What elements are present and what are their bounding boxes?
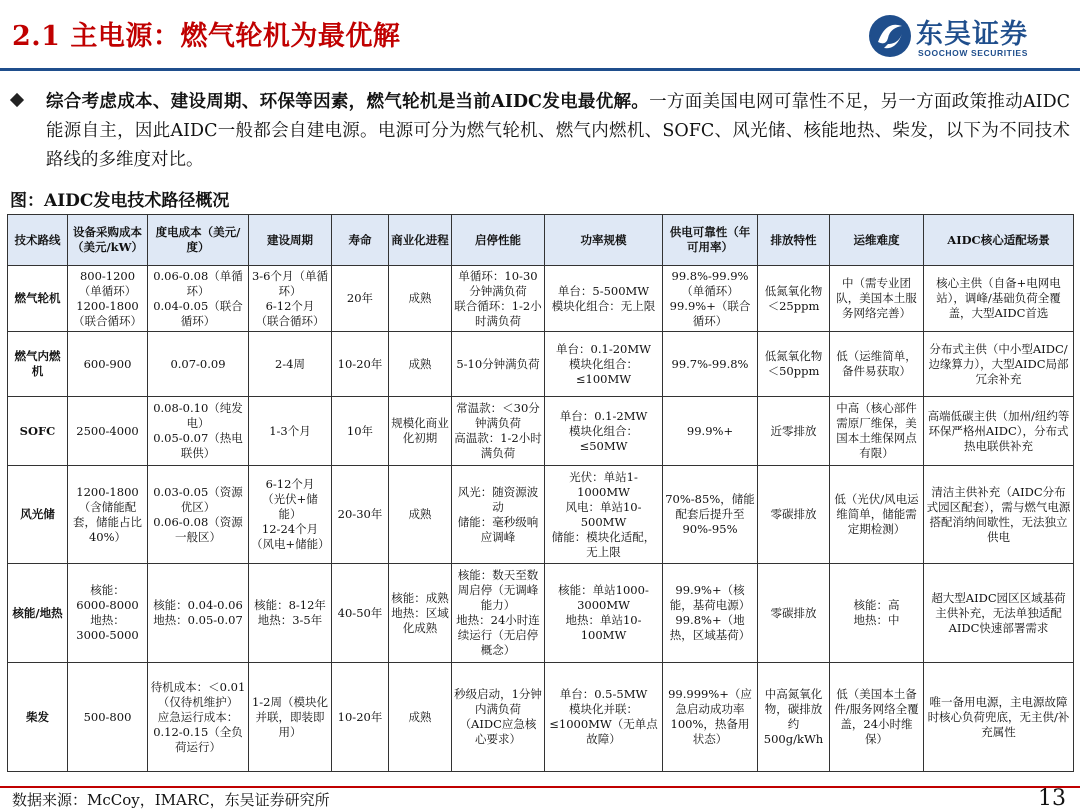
table-cell: 0.06-0.08（单循环） 0.04-0.05（联合循环）: [148, 266, 249, 332]
table-row-header: 核能/地热: [8, 564, 68, 663]
table-cell: 中（需专业团队，美国本土服务网络完善）: [830, 266, 924, 332]
table-cell: 单台：5-500MW 模块化组合：无上限: [545, 266, 663, 332]
table-row-header: 燃气轮机: [8, 266, 68, 332]
table-cell: 低（运维简单，备件易获取）: [830, 332, 924, 397]
figure-caption: 图：AIDC发电技术路径概况: [10, 191, 230, 211]
table-cell: 中高氮氧化物，碳排放约500g/kWh: [758, 663, 830, 772]
table-cell: 0.08-0.10（纯发电） 0.05-0.07（热电联供）: [148, 397, 249, 466]
table-row-header: 风光储: [8, 466, 68, 564]
table-cell: 40-50年: [332, 564, 389, 663]
table-cell: 10-20年: [332, 332, 389, 397]
table-cell: 20-30年: [332, 466, 389, 564]
table-cell: 0.07-0.09: [148, 332, 249, 397]
diamond-bullet-icon: [10, 93, 24, 107]
table-cell: 99.9%+（核能，基荷电源） 99.8%+（地热，区域基荷）: [663, 564, 758, 663]
table-cell: 单台：0.5-5MW 模块化并联：≤1000MW（无单点故障）: [545, 663, 663, 772]
table-header-cell: 功率规模: [545, 215, 663, 266]
table-cell: 800-1200 （单循环） 1200-1800 （联合循环）: [68, 266, 148, 332]
table-header-cell: 技术路线: [8, 215, 68, 266]
table-cell: 核能：高 地热：中: [830, 564, 924, 663]
table-header-cell: 排放特性: [758, 215, 830, 266]
table-cell: 1-2周（模块化并联，即装即用）: [249, 663, 332, 772]
summary-bold-text: 综合考虑成本、建设周期、环保等因素，燃气轮机是当前AIDC发电最优解。: [46, 92, 650, 112]
table-row-header: SOFC: [8, 397, 68, 466]
table-cell: 10-20年: [332, 663, 389, 772]
table-cell: 20年: [332, 266, 389, 332]
table-cell: 低（光伏/风电运维简单，储能需定期检测）: [830, 466, 924, 564]
table-cell: 低氮氧化物 ＜50ppm: [758, 332, 830, 397]
table-cell: 500-800: [68, 663, 148, 772]
table-cell: 3-6个月（单循环） 6-12个月 （联合循环）: [249, 266, 332, 332]
slide-title: 2.1 主电源：燃气轮机为最优解: [12, 21, 401, 52]
table-row: [8, 663, 1074, 772]
comparison-table: [7, 214, 1074, 772]
table-cell: 核能：成熟 地热：区域化成熟: [389, 564, 452, 663]
table-row: [8, 266, 1074, 332]
table-cell: 近零排放: [758, 397, 830, 466]
table-cell: 高端低碳主供（加州/纽约等环保严格州AIDC），分布式热电联供补充: [924, 397, 1074, 466]
table-header-cell: 启停性能: [452, 215, 545, 266]
summary-paragraph: [46, 88, 1070, 175]
table-cell: 常温款：＜30分钟满负荷 高温款：1-2小时满负荷: [452, 397, 545, 466]
table-row-header: 柴发: [8, 663, 68, 772]
table-cell: 2-4周: [249, 332, 332, 397]
table-header-cell: 商业化进程: [389, 215, 452, 266]
table-cell: 99.9%+: [663, 397, 758, 466]
table-cell: 核心主供（自备+电网电站），调峰/基础负荷全覆盖，大型AIDC首选: [924, 266, 1074, 332]
company-logo: [868, 10, 1068, 66]
table-cell: 中高（核心部件需原厂维保，美国本土维保网点有限）: [830, 397, 924, 466]
table-cell: 成熟: [389, 266, 452, 332]
table-cell: 99.8%-99.9% （单循环） 99.9%+（联合循环）: [663, 266, 758, 332]
table-cell: 低（美国本土备件/服务网络全覆盖，24小时维保）: [830, 663, 924, 772]
table-row: [8, 466, 1074, 564]
table-cell: 单台：0.1-20MW 模块化组合： ≤100MW: [545, 332, 663, 397]
logo-chinese-name: 东吴证券: [916, 19, 1028, 50]
comparison-table-wrap: [7, 214, 1073, 772]
table-header-cell: 运维难度: [830, 215, 924, 266]
soochow-logo-icon: [868, 14, 912, 58]
table-cell: 单台：0.1-2MW 模块化组合： ≤50MW: [545, 397, 663, 466]
summary-bullet: [12, 88, 1070, 175]
table-header-row: [8, 215, 1074, 266]
table-cell: 秒级启动，1分钟内满负荷（AIDC应急核心要求）: [452, 663, 545, 772]
table-cell: 光伏：单站1-1000MW 风电：单站10-500MW 储能：模块化适配，无上限: [545, 466, 663, 564]
table-cell: 单循环：10-30分钟满负荷 联合循环：1-2小时满负荷: [452, 266, 545, 332]
table-header-cell: AIDC核心适配场景: [924, 215, 1074, 266]
table-cell: 唯一备用电源，主电源故障时核心负荷兜底，无主供/补充属性: [924, 663, 1074, 772]
table-cell: 规模化商业化初期: [389, 397, 452, 466]
table-cell: 核能：0.04-0.06 地热：0.05-0.07: [148, 564, 249, 663]
table-cell: 成熟: [389, 332, 452, 397]
table-header-cell: 设备采购成本（美元/kW）: [68, 215, 148, 266]
table-row: [8, 564, 1074, 663]
table-cell: 零碳排放: [758, 564, 830, 663]
table-cell: 5-10分钟满负荷: [452, 332, 545, 397]
table-cell: 成熟: [389, 663, 452, 772]
table-cell: 超大型AIDC园区区域基荷主供补充，无法单独适配AIDC快速部署需求: [924, 564, 1074, 663]
page-number: 13: [1038, 786, 1066, 811]
table-cell: 核能： 6000-8000 地热： 3000-5000: [68, 564, 148, 663]
slide-footer: [0, 786, 1080, 810]
table-cell: 0.03-0.05（资源优区） 0.06-0.08（资源一般区）: [148, 466, 249, 564]
header-divider: [0, 68, 1080, 71]
table-cell: 1200-1800（含储能配套，储能占比40%）: [68, 466, 148, 564]
slide-header: [0, 0, 1080, 78]
table-cell: 99.7%-99.8%: [663, 332, 758, 397]
table-cell: 待机成本：＜0.01（仅待机维护） 应急运行成本：0.12-0.15（全负荷运行）: [148, 663, 249, 772]
table-cell: 核能：单站1000-3000MW 地热：单站10-100MW: [545, 564, 663, 663]
table-cell: 成熟: [389, 466, 452, 564]
table-cell: 70%-85%，储能配套后提升至90%-95%: [663, 466, 758, 564]
table-row: [8, 332, 1074, 397]
table-cell: 6-12个月 （光伏+储能） 12-24个月 （风电+储能）: [249, 466, 332, 564]
data-source-note: 数据来源：McCoy，IMARC，东吴证券研究所: [12, 791, 330, 809]
table-cell: 风光：随资源波动 储能：毫秒级响应调峰: [452, 466, 545, 564]
table-header-cell: 度电成本（美元/度）: [148, 215, 249, 266]
table-header-cell: 建设周期: [249, 215, 332, 266]
table-cell: 零碳排放: [758, 466, 830, 564]
table-cell: 10年: [332, 397, 389, 466]
table-cell: 分布式主供（中小型AIDC/边缘算力），大型AIDC局部冗余补充: [924, 332, 1074, 397]
table-cell: 2500-4000: [68, 397, 148, 466]
table-header-cell: 寿命: [332, 215, 389, 266]
table-cell: 1-3个月: [249, 397, 332, 466]
table-header-cell: 供电可靠性（年可用率）: [663, 215, 758, 266]
table-cell: 核能：数天至数周启停（无调峰能力） 地热：24小时连续运行（无启停概念）: [452, 564, 545, 663]
table-row-header: 燃气内燃机: [8, 332, 68, 397]
table-cell: 清洁主供补充（AIDC分布式园区配套），需与燃气电源搭配消纳间歇性，无法独立供电: [924, 466, 1074, 564]
logo-english-name: SOOCHOW SECURITIES: [918, 48, 1028, 58]
footer-divider: [0, 786, 1080, 788]
table-cell: 600-900: [68, 332, 148, 397]
table-cell: 低氮氧化物 ＜25ppm: [758, 266, 830, 332]
summary-body-text: 一方面美国电网可靠性不足，另一方面政策推动AIDC能源自主，因此AIDC一般都会自建电源。电源可分为燃气轮机、燃气内燃机、SOFC、风光储、核能地热、柴发，以下为不同技术路线的多维度对比。: [46, 92, 1070, 170]
table-row: [8, 397, 1074, 466]
table-cell: 99.999%+（应急启动成功率100%，热备用状态）: [663, 663, 758, 772]
table-cell: 核能：8-12年 地热：3-5年: [249, 564, 332, 663]
